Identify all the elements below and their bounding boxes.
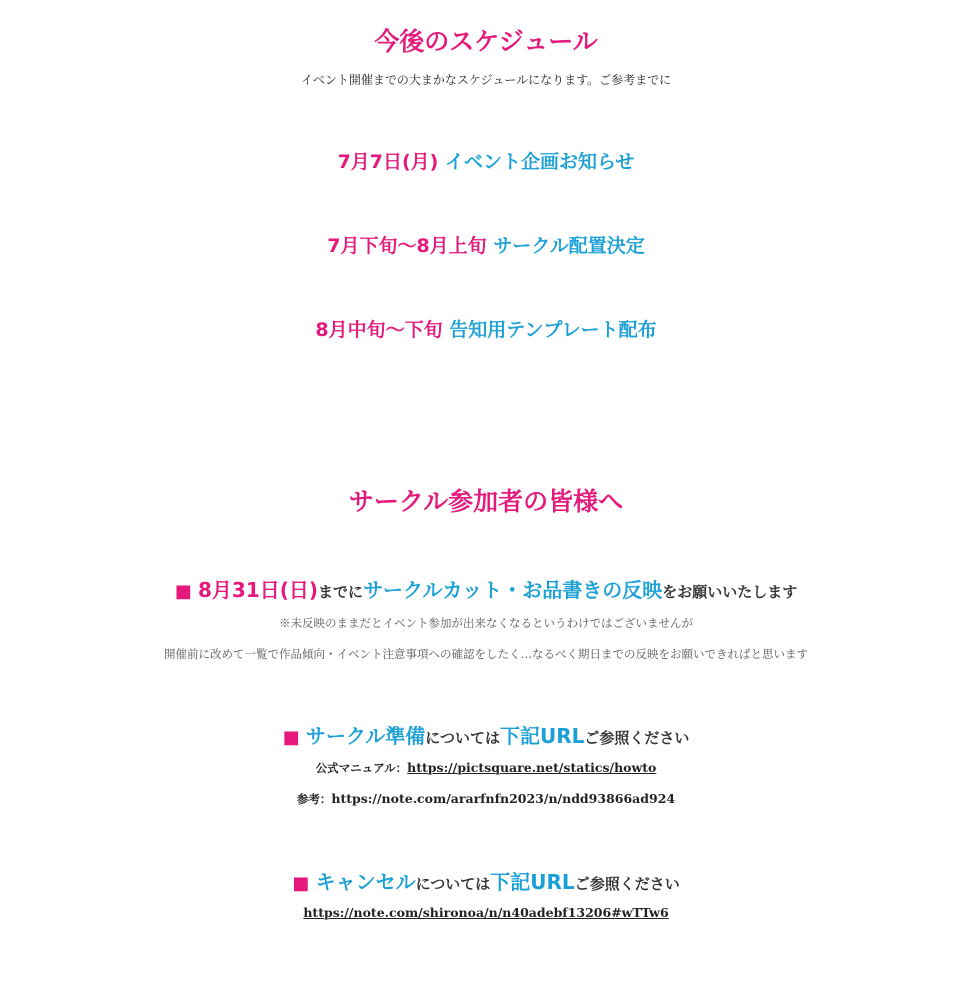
prep-heading <box>0 720 972 749</box>
deadline-date: 8月31日(日) <box>198 578 319 602</box>
deadline-note-2: 開催前に改めて一覧で作品傾向・イベント注意事項への確認をしたく…なるべく期日までの反映をお願いできればと思います <box>164 647 808 661</box>
prep-refer: ご参照ください <box>584 729 690 747</box>
cancel-link[interactable]: https://note.com/shironoa/n/n40adebf13206#wTTw6 <box>303 905 669 920</box>
prep-about: については <box>425 729 500 747</box>
manual-label: 公式マニュアル： <box>315 761 408 775</box>
schedule-event: イベント企画お知らせ <box>445 151 635 173</box>
schedule-event: 告知用テンプレート配布 <box>449 319 657 341</box>
cancel-heading <box>0 866 972 895</box>
deadline-until: までに <box>318 583 364 601</box>
square-marker-icon: ■ <box>292 873 310 894</box>
ref-label: 参考： <box>296 792 332 806</box>
schedule-date: 7月7日(月) <box>337 151 439 173</box>
schedule-item <box>0 315 972 342</box>
circle-title: サークル参加者の皆様へ <box>348 487 624 516</box>
schedule-intro: イベント開催までの大まかなスケジュールになります。ご参考までに <box>300 73 672 87</box>
deadline-note-1: ※未反映のままだとイベント参加が出来なくなるというわけではございませんが <box>279 616 693 630</box>
cancel-link-line <box>0 905 972 920</box>
manual-link-line <box>0 760 972 776</box>
manual-link[interactable]: https://pictsquare.net/statics/howto <box>407 760 657 775</box>
square-marker-icon: ■ <box>282 727 300 748</box>
prep-topic: サークル準備 <box>305 724 426 748</box>
ref-link-line <box>0 791 972 807</box>
schedule-item <box>0 147 972 174</box>
cancel-topic: キャンセル <box>315 870 416 894</box>
cancel-about: については <box>415 875 491 893</box>
schedule-date: 7月下旬〜8月上旬 <box>327 235 487 257</box>
schedule-title: 今後のスケジュール <box>374 27 598 56</box>
deadline-heading <box>0 574 972 603</box>
deadline-items: サークルカット・お品書きの反映 <box>363 578 663 602</box>
schedule-date: 8月中旬〜下旬 <box>315 319 443 341</box>
cancel-refer: ご参照ください <box>574 875 680 893</box>
schedule-event: サークル配置決定 <box>493 235 645 257</box>
square-marker-icon: ■ <box>174 581 192 602</box>
cancel-below: 下記URL <box>490 870 575 894</box>
ref-url: https://note.com/ararfnfn2023/n/ndd93866ad924 <box>331 791 676 806</box>
prep-below: 下記URL <box>500 724 585 748</box>
schedule-item <box>0 231 972 258</box>
deadline-request: をお願いいたします <box>662 583 798 601</box>
